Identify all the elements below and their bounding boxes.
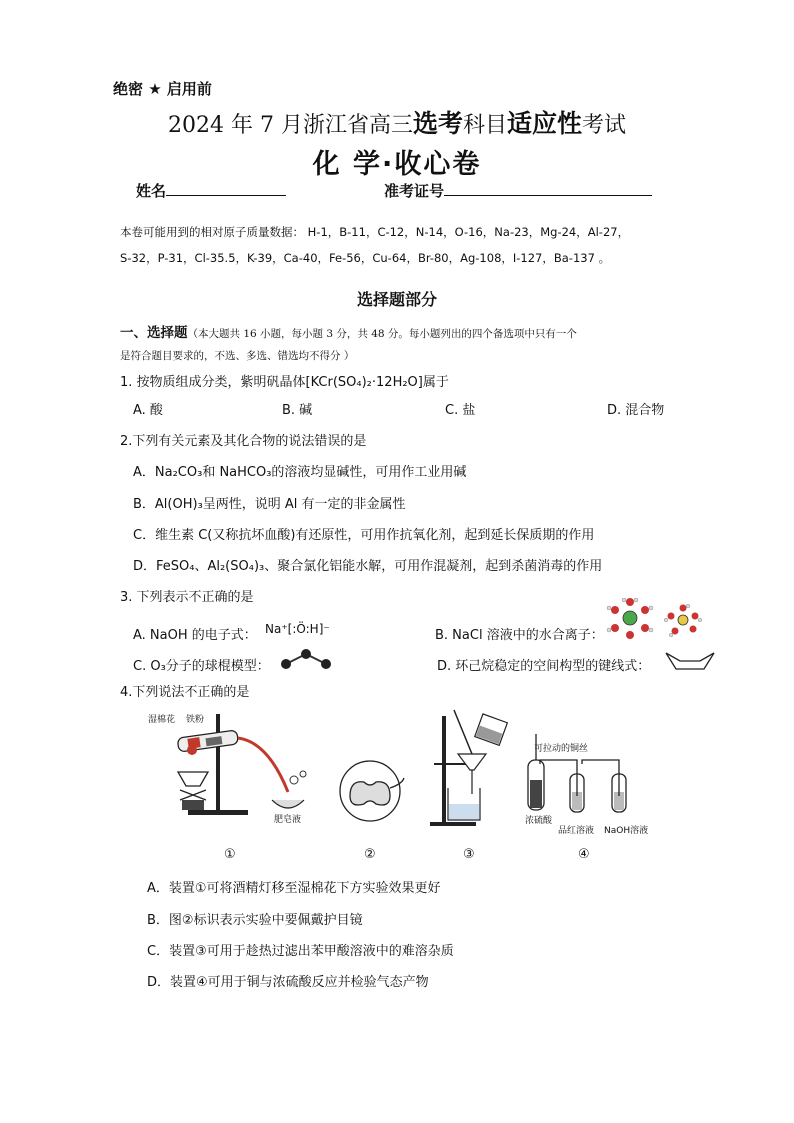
section-note-1: （本大题共 16 小题，每小题 3 分，共 48 分。每小题列出的四个备选项中只有一个 bbox=[187, 328, 577, 340]
apparatus-2-goggles-sign bbox=[336, 758, 408, 824]
atomic-mass-line-2: S-32，P-31，Cl-35.5，K-39，Ca-40，Fe-56，Cu-64，Br-80，Ag-108，I-127，Ba-137 。 bbox=[120, 251, 611, 265]
id-blank[interactable] bbox=[444, 181, 652, 196]
q4-option-d[interactable]: D．装置④可用于铜与浓硫酸反应并检验气态产物 bbox=[147, 975, 429, 990]
confidential-mark: 绝密 ★ 启用前 bbox=[113, 80, 212, 98]
hydrated-ions-figure bbox=[605, 598, 715, 640]
title-part-1: 2024 年 7 月浙江省高三 bbox=[167, 113, 413, 138]
section-note-2-wrap bbox=[120, 347, 354, 363]
q1-option-a[interactable]: A. 酸 bbox=[133, 403, 163, 418]
q2-option-c[interactable]: C．维生素 C(又称抗坏血酸)有还原性，可用作抗氧化剂，起到延长保质期的作用 bbox=[133, 528, 595, 543]
label-copper-wire: 可拉动的铜丝 bbox=[534, 744, 589, 754]
q3-option-d[interactable]: D. 环己烷稳定的空间构型的键线式： bbox=[437, 659, 651, 674]
q3-option-a[interactable]: A. NaOH 的电子式： bbox=[133, 628, 257, 643]
q4-option-a[interactable]: A．装置①可将酒精灯移至湿棉花下方实验效果更好 bbox=[147, 881, 441, 896]
label-magenta-solution: 品红溶液 bbox=[558, 826, 595, 836]
naoh-electron-formula: Na⁺[:Ö:H]⁻ bbox=[265, 622, 330, 636]
title-part-3: 考试 bbox=[582, 113, 627, 138]
part-title: 选择题部分 bbox=[356, 290, 437, 309]
cyclohexane-chair-structure bbox=[664, 649, 716, 673]
subject-title: 化 学·收心卷 bbox=[312, 149, 482, 180]
figure-number-4: ④ bbox=[578, 847, 590, 862]
exam-title bbox=[0, 104, 794, 140]
name-blank[interactable] bbox=[166, 181, 286, 196]
q3-option-b[interactable]: B. NaCl 溶液中的水合离子： bbox=[435, 628, 604, 643]
atomic-mass-line-1: 本卷可能用到的相对原子质量数据： H-1，B-11，C-12，N-14，O-16，Na-23，Mg-24，Al-27， bbox=[120, 225, 630, 239]
q1-option-d[interactable]: D. 混合物 bbox=[607, 403, 665, 418]
label-conc-sulfuric-acid: 浓硫酸 bbox=[525, 816, 553, 826]
q2-stem: 2.下列有关元素及其化合物的说法错误的是 bbox=[120, 434, 367, 449]
hydrated-anion bbox=[664, 604, 702, 637]
figure-number-2: ② bbox=[364, 847, 376, 862]
ozone-ball-stick-model bbox=[278, 648, 334, 670]
title-part-2: 科目 bbox=[462, 113, 507, 138]
q1-stem: 1. 按物质组成分类，紫明矾晶体[KCr(SO₄)₂·12H₂O]属于 bbox=[120, 375, 449, 390]
label-cotton: 湿棉花 bbox=[148, 715, 176, 725]
figure-number-3: ③ bbox=[463, 847, 475, 862]
name-field[interactable] bbox=[136, 180, 286, 201]
q4-option-c[interactable]: C．装置③可用于趁热过滤出苯甲酸溶液中的难溶杂质 bbox=[147, 944, 454, 959]
q4-option-b[interactable]: B．图②标识表示实验中要佩戴护目镜 bbox=[147, 913, 363, 928]
section-heading bbox=[120, 321, 577, 341]
q3-stem: 3. 下列表示不正确的是 bbox=[120, 590, 254, 605]
label-soap-solution: 肥皂液 bbox=[274, 815, 302, 825]
figure-number-1: ① bbox=[224, 847, 236, 862]
title-bold-2: 适应性 bbox=[506, 109, 582, 138]
q1-option-c[interactable]: C. 盐 bbox=[445, 403, 476, 418]
q2-option-b[interactable]: B．Al(OH)₃呈两性，说明 Al 有一定的非金属性 bbox=[133, 497, 406, 512]
hydrated-cation bbox=[607, 598, 653, 639]
label-iron-powder: 铁粉 bbox=[186, 715, 205, 725]
id-label: 准考证号 bbox=[384, 182, 445, 200]
q2-option-a[interactable]: A．Na₂CO₃和 NaHCO₃的溶液均显碱性，可用作工业用碱 bbox=[133, 465, 467, 480]
id-field[interactable] bbox=[384, 180, 652, 201]
section-label: 一、选择题 bbox=[120, 325, 188, 341]
q4-stem: 4.下列说法不正确的是 bbox=[120, 685, 250, 700]
title-bold-1: 选考 bbox=[412, 109, 463, 138]
q2-option-d[interactable]: D．FeSO₄、Al₂(SO₄)₃、聚合氯化铝能水解，可用作混凝剂，起到杀菌消毒的作用 bbox=[133, 559, 603, 574]
name-label: 姓名 bbox=[136, 182, 167, 200]
q1-option-b[interactable]: B. 碱 bbox=[282, 403, 313, 418]
label-naoh-solution: NaOH溶液 bbox=[604, 826, 649, 836]
apparatus-3-hot-filtration bbox=[428, 708, 510, 828]
q3-option-c[interactable]: C. O₃分子的球棍模型： bbox=[133, 659, 270, 674]
section-note-2: 是符合题目要求的，不选、多选、错选均不得分 ） bbox=[120, 350, 355, 362]
